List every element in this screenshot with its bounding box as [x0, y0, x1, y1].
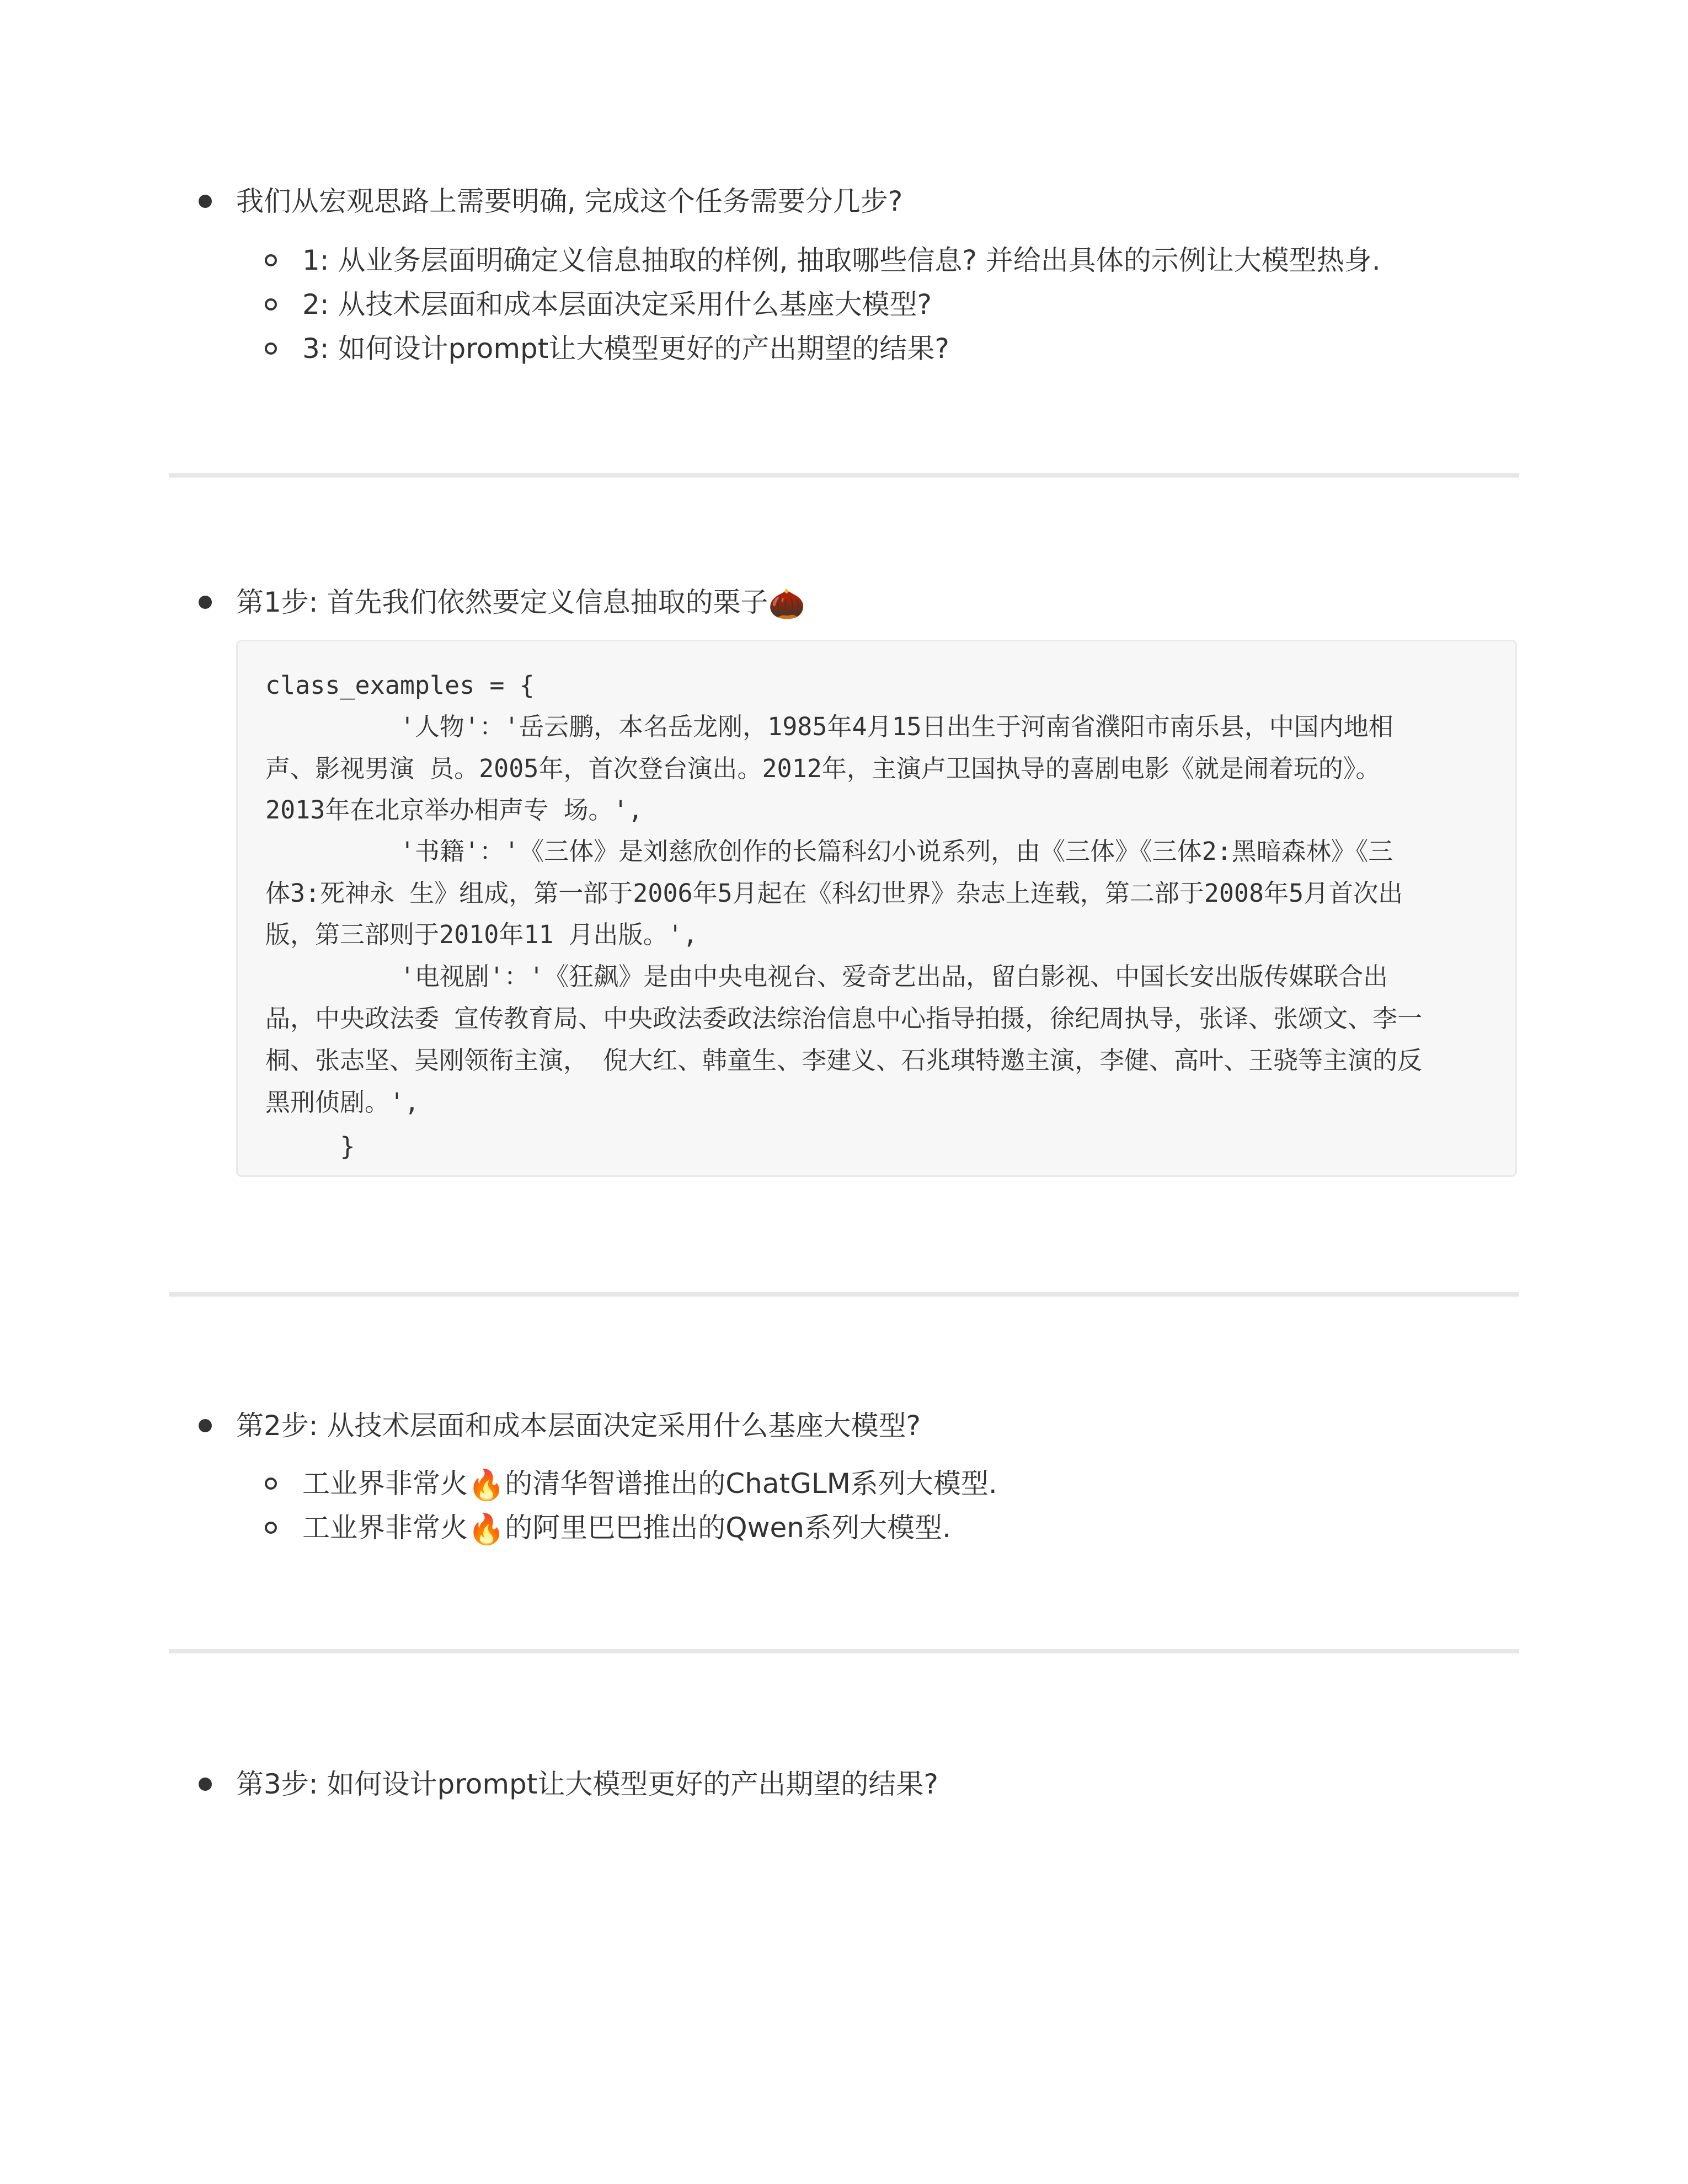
- overview-subitem-text: 1: 从业务层面明确定义信息抽取的样例, 抽取哪些信息? 并给出具体的示例让大模型热身.: [302, 244, 1381, 276]
- code-line: '电视剧'：'《狂飙》是由中央电视台、爱奇艺出品，留白影视、中国长安出版传媒联合出: [265, 962, 1388, 991]
- code-line: 体3:死神永 生》组成，第一部于2006年5月起在《科幻世界》杂志上连载，第二部于2008年5月首次出: [265, 879, 1403, 908]
- step2-bullet: [236, 1404, 921, 1448]
- code-line: 2013年在北京举办相声专 场。',: [265, 795, 643, 825]
- step2-subitem-1: [302, 1462, 997, 1507]
- horizontal-divider: [169, 1649, 1519, 1653]
- code-line: 桐、张志坚、吴刚领衔主演， 倪大红、韩童生、李建义、石兆琪特邀主演，李健、高叶、王骁等主演的反: [265, 1046, 1423, 1075]
- step2-subitem-suffix: 的阿里巴巴推出的Qwen系列大模型.: [505, 1512, 951, 1544]
- step1-bullet: [236, 580, 805, 626]
- overview-subitem-2: [302, 282, 932, 326]
- horizontal-divider: [169, 1292, 1519, 1297]
- code-line: }: [265, 1132, 355, 1161]
- chestnut-icon: 🌰: [768, 586, 805, 621]
- step2-subitem-suffix: 的清华智谱推出的ChatGLM系列大模型.: [505, 1468, 997, 1500]
- step2-subitem-prefix: 工业界非常火: [302, 1468, 468, 1500]
- code-line: '人物'：'岳云鹏，本名岳龙刚，1985年4月15日出生于河南省濮阳市南乐县，中国内地相: [265, 712, 1393, 741]
- code-line: class_examples = {: [265, 671, 535, 700]
- overview-subitem-1: [302, 238, 1381, 282]
- step1-text: 第1步: 首先我们依然要定义信息抽取的栗子: [236, 586, 768, 618]
- horizontal-divider: [169, 473, 1519, 478]
- code-block: [236, 640, 1517, 1177]
- code-line: 声、影视男演 员。2005年，首次登台演出。2012年，主演卢卫国执导的喜剧电影《就是闹着玩的》。: [265, 754, 1381, 783]
- code-line: 黑刑侦剧。',: [265, 1088, 420, 1117]
- overview-subitem-text: 2: 从技术层面和成本层面决定采用什么基座大模型?: [302, 288, 932, 320]
- code-line: 版，第三部则于2010年11 月出版。',: [265, 920, 698, 949]
- code-line: 品，中央政法委 宣传教育局、中央政法委政法综治信息中心指导拍摄，徐纪周执导，张译、张颂文、李一: [265, 1004, 1423, 1033]
- code-line: '书籍'：'《三体》是刘慈欣创作的长篇科幻小说系列，由《三体》《三体2:黑暗森林》《三: [265, 837, 1393, 866]
- overview-subitem-3: [302, 326, 949, 371]
- overview-bullet: [236, 179, 902, 223]
- fire-icon: 🔥: [468, 1512, 505, 1546]
- step3-text: 第3步: 如何设计prompt让大模型更好的产出期望的结果?: [236, 1768, 938, 1800]
- step2-subitem-2: [302, 1506, 951, 1551]
- overview-subitem-text: 3: 如何设计prompt让大模型更好的产出期望的结果?: [302, 333, 949, 365]
- overview-text: 我们从宏观思路上需要明确, 完成这个任务需要分几步?: [236, 185, 903, 217]
- step2-text: 第2步: 从技术层面和成本层面决定采用什么基座大模型?: [236, 1410, 921, 1442]
- step3-bullet: [236, 1762, 938, 1806]
- step2-subitem-prefix: 工业界非常火: [302, 1512, 468, 1544]
- fire-icon: 🔥: [468, 1468, 505, 1502]
